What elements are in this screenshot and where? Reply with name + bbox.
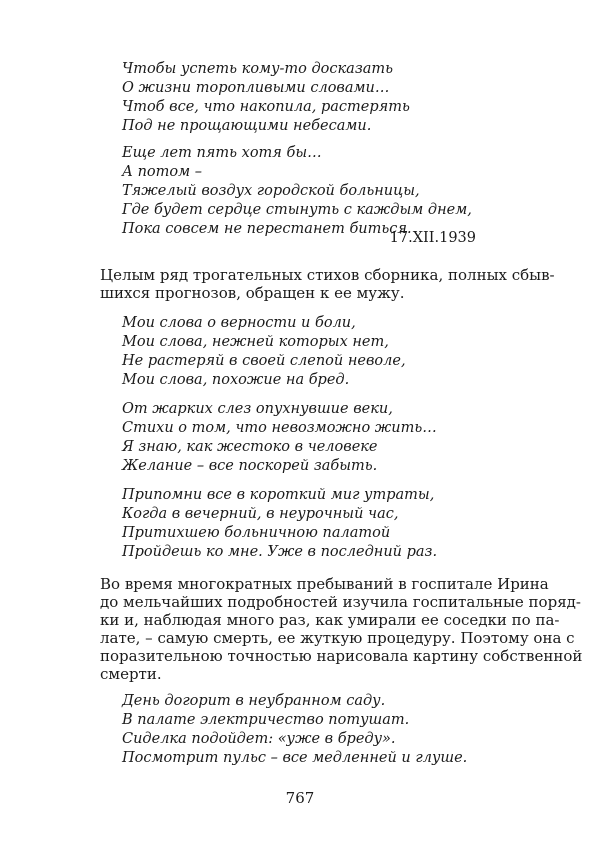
poem-line: Еще лет пять хотя бы… bbox=[122, 145, 322, 161]
poem-line: Мои слова, похожие на бред. bbox=[122, 372, 350, 388]
poem-stanza-6 bbox=[122, 692, 467, 768]
paragraph-line: Во время многократных пребываний в госпитале Ирина bbox=[100, 575, 549, 593]
poem-line: О жизни торопливыми словами… bbox=[122, 80, 390, 96]
poem-line: А потом – bbox=[122, 164, 203, 180]
poem-line: От жарких слез опухнувшие веки, bbox=[122, 401, 393, 417]
poem-line: Тяжелый воздух городской больницы, bbox=[122, 183, 420, 199]
poem-line: Пройдешь ко мне. Уже в последний раз. bbox=[122, 544, 438, 560]
poem-line: Чтобы успеть кому-то досказать bbox=[122, 61, 394, 77]
poem-date: 17.XII.1939 bbox=[389, 230, 476, 246]
page-number: 767 bbox=[285, 789, 315, 807]
poem-stanza-2 bbox=[122, 144, 472, 239]
poem-line: Когда в вечерний, в неурочный час, bbox=[122, 506, 399, 522]
paragraph-2 bbox=[100, 575, 583, 683]
paragraph-1 bbox=[100, 266, 555, 302]
paragraph-line: до мельчайших подробностей изучила госпитальные поряд- bbox=[100, 593, 581, 611]
poem-line: Притихшею больничною палатой bbox=[122, 525, 391, 541]
poem-line: Сиделка подойдет: «уже в бреду». bbox=[122, 731, 396, 747]
poem-line: День догорит в неубранном саду. bbox=[122, 693, 386, 709]
paragraph-line: смерти. bbox=[100, 665, 162, 683]
poem-stanza-5 bbox=[122, 486, 437, 562]
poem-stanza-3 bbox=[122, 314, 406, 390]
poem-line: Мои слова о верности и боли, bbox=[122, 315, 356, 331]
poem-line: Не растеряй в своей слепой неволе, bbox=[122, 353, 406, 369]
poem-line: Чтоб все, что накопила, растерять bbox=[122, 99, 410, 115]
paragraph-line: Целым ряд трогательных стихов сборника, полных сбыв- bbox=[100, 266, 555, 284]
poem-stanza-1 bbox=[122, 60, 410, 136]
paragraph-line: поразительною точностью нарисовала картину собственной bbox=[100, 647, 583, 665]
poem-line: В палате электричество потушат. bbox=[122, 712, 410, 728]
paragraph-line: ки и, наблюдая много раз, как умирали ее соседки по па- bbox=[100, 611, 560, 629]
poem-line: Пока совсем не перестанет биться. bbox=[122, 221, 412, 237]
poem-line: Я знаю, как жестоко в человеке bbox=[122, 439, 378, 455]
poem-line: Под не прощающими небесами. bbox=[122, 118, 372, 134]
poem-line: Стихи о том, что невозможно жить… bbox=[122, 420, 437, 436]
poem-line: Где будет сердце стынуть с каждым днем, bbox=[122, 202, 472, 218]
poem-line: Посмотрит пульс – все медленней и глуше. bbox=[122, 750, 468, 766]
poem-stanza-4 bbox=[122, 400, 437, 476]
paragraph-line: шихся прогнозов, обращен к ее мужу. bbox=[100, 284, 405, 302]
poem-line: Желание – все поскорей забыть. bbox=[122, 458, 378, 474]
paragraph-line: лате, – самую смерть, ее жуткую процедуру. Поэтому она с bbox=[100, 629, 575, 647]
poem-line: Припомни все в короткий миг утраты, bbox=[122, 487, 435, 503]
poem-line: Мои слова, нежней которых нет, bbox=[122, 334, 389, 350]
